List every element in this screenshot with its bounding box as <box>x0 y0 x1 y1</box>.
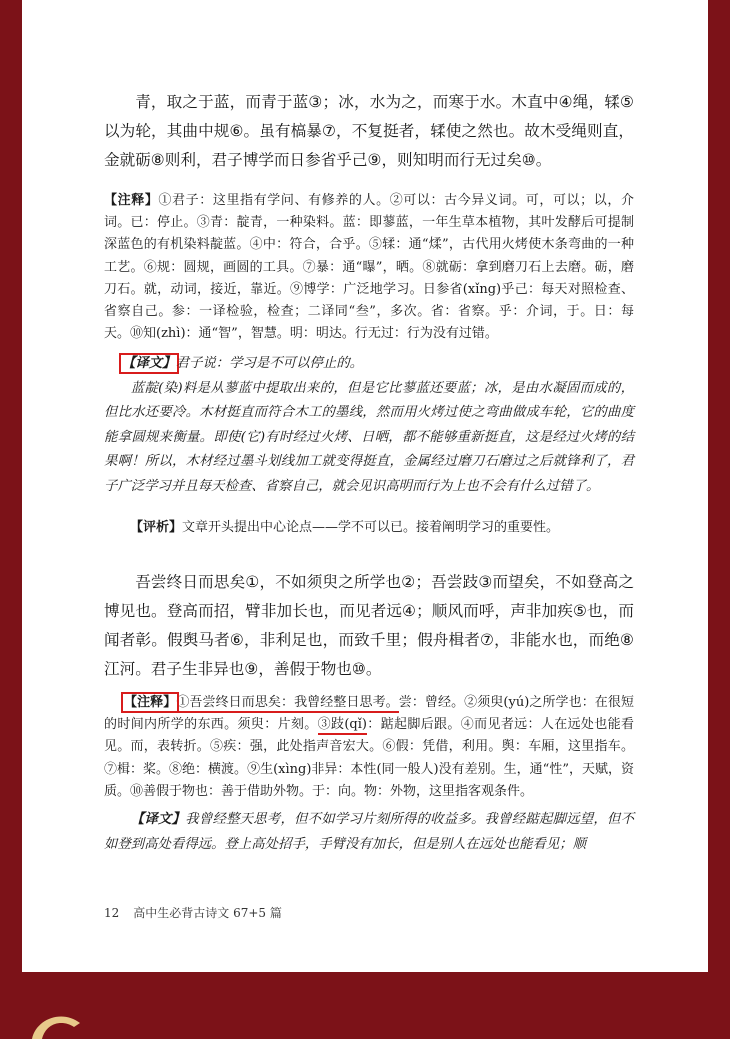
translation-1-tag: 【译文】 <box>122 356 176 371</box>
analysis-tag: 【评析】 <box>130 520 183 535</box>
book-title: 高中生必背古诗文 67+5 篇 <box>133 906 282 920</box>
translation-2-tag: 【译文】 <box>130 812 186 827</box>
page-footer <box>104 904 296 921</box>
translation-1-first: 君子说：学习是不可以停止的。 <box>175 356 364 371</box>
translation-1-body: 蓝靛(染)料是从蓼蓝中提取出来的，但是它比蓼蓝还要蓝；冰，是由水凝固而成的，但比水还要冷。木材挺直而符合木工的墨线，然而用火烤过使之弯曲做成车轮，它的曲度能拿圆规来衡量。即使(它)有时经过火烤、日晒，都不能够重新挺直，这是经过火烤的结果啊！所以，木材经过墨斗划线加工就变得挺直，金属经过磨刀石磨过之后就锋利了，君子广泛学习并且每天检查、省察自己，就会见识高明而行为上也不会有什么过错了。 <box>104 380 634 494</box>
note-1 <box>104 190 634 345</box>
translation-1 <box>104 352 634 499</box>
note-2-third: ③跂(qǐ) <box>318 717 367 735</box>
analysis <box>104 517 634 539</box>
book-page <box>22 0 708 972</box>
translation-2 <box>104 808 634 857</box>
passage-1: 青，取之于蓝，而青于蓝③；冰，水为之，而寒于水。木直中④绳，𫐓⑤以为轮，其曲中规⑥。虽有槁暴⑦，不复挺者，𫐓使之然也。故木受绳则直，金就砺⑧则利，君子博学而日参省乎己⑨，则知明而行无过矣⑩。 <box>104 93 634 169</box>
page-number: 12 <box>104 906 120 920</box>
note-2-first: ①吾尝终日而思矣：我曾经整日思考。 <box>176 695 398 713</box>
analysis-body: 文章开头提出中心论点——学不可以已。接着阐明学习的重要性。 <box>182 520 560 535</box>
passage-2: 吾尝终日而思矣①，不如须臾之所学也②；吾尝跂③而望矣，不如登高之博见也。登高而招，臂非加长也，而见者远④；顺风而呼，声非加疾⑤也，而闻者彰。假舆马者⑥，非利足也，而致千里；假舟楫者⑦，非能水也，而绝⑧江河。君子生非异也⑨，善假于物也⑩。 <box>104 573 634 678</box>
note-2 <box>104 692 634 803</box>
note-2-tag: 【注释】 <box>124 695 177 710</box>
corner-decoration <box>28 1009 88 1039</box>
note-1-body: ①君子：这里指有学问、有修养的人。②可以：古今异义词。可，可以；以，介词。已：停止。③青：靛青，一种染料。蓝：即蓼蓝，一年生草本植物，其叶发酵后可提制深蓝色的有机染料靛蓝。④中：符合，合乎。⑤𫐓：通“煣”，古代用火烤使木条弯曲的一种工艺。⑥规：圆规，画圆的工具。⑦暴：通“曝”，晒。⑧就砺：拿到磨刀石上去磨。砺，磨刀石。就，动词，接近，靠近。⑨博学：广泛地学习。日参省(xǐng)乎己：每天对照检查、省察自己。参：一译检验，检查；二译同“叁”，多次。省：省察。乎：介词，于。日：每天。⑩知(zhì)：通“智”，智慧。明：明达。行无过：行为没有过错。 <box>104 193 634 342</box>
note-2-rest: ：踮起脚后跟。④而见者远：人在远处也能看见。而，表转折。⑤疾：强，此处指声音宏大。⑥假：凭借，利用。舆：车厢，这里指车。⑦楫：桨。⑧绝：横渡。⑨生(xìng)非异：本性(同一般人)没有差别。生，通“性”，天赋，资质。⑩善假于物也：善于借助外物。于：向。物：外物，这里指客观条件。 <box>104 717 634 799</box>
translation-2-body: 我曾经整天思考，但不如学习片刻所得的收益多。我曾经踮起脚远望，但不如登到高处看得远。登上高处招手，手臂没有加长，但是别人在远处也能看见；顺 <box>104 812 635 852</box>
note-2-second: 尝：曾经。②须臾(yú)之所学也：在很短的时间内所学的东西。须臾：片刻。 <box>104 695 634 733</box>
note-1-tag: 【注释】 <box>104 193 159 208</box>
